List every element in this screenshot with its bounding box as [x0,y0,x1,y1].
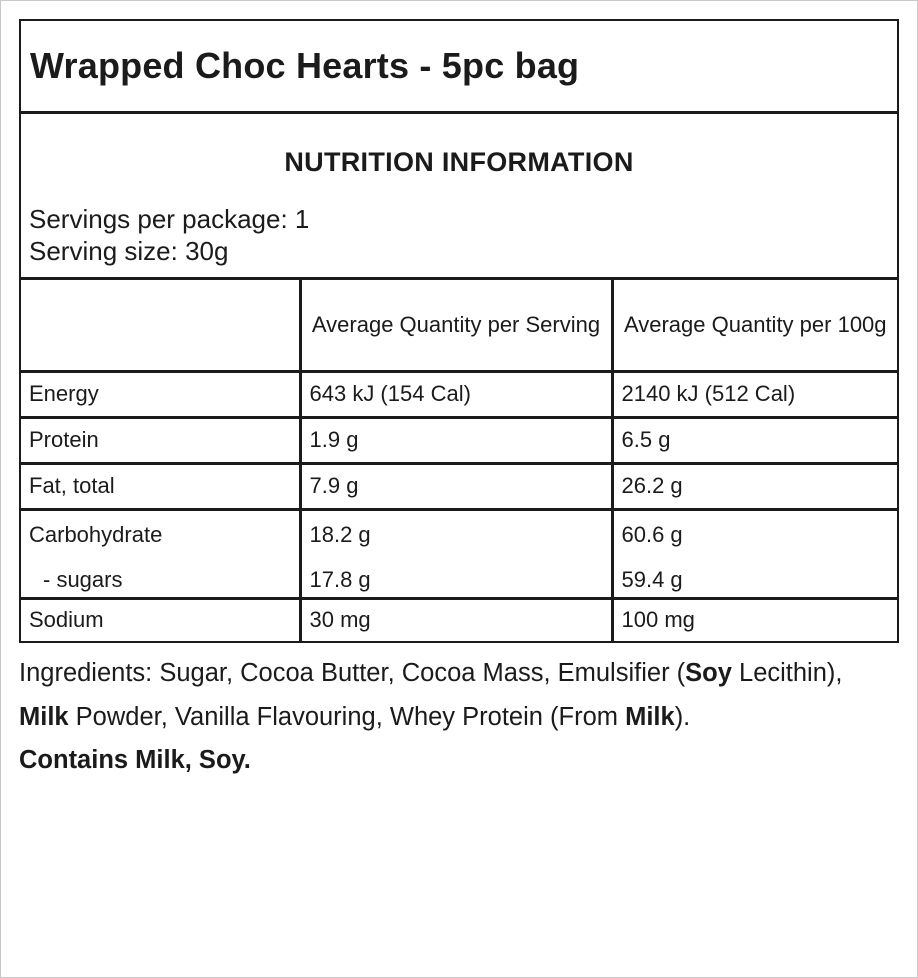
nutrition-heading: NUTRITION INFORMATION [284,147,634,177]
per-100g-value: 2140 kJ (512 Cal) [612,371,897,417]
nutrient-name-cell [21,509,300,598]
per-serving-value: 1.9 g [300,417,612,463]
nutrition-panel [19,19,899,643]
nutrient-name: Energy [21,371,300,417]
nutrition-table [21,280,897,641]
per-100g-cell [612,509,897,598]
title-box [21,21,897,114]
serving-size: Serving size: 30g [29,236,229,266]
per-100g-value: 60.6 g [621,521,683,547]
sub-per-100g-value: 59.4 g [621,566,683,592]
allergen-soy: Soy [685,659,732,687]
per-serving-value: 18.2 g [309,521,371,547]
nutrient-name: Protein [21,417,300,463]
ingredients-text [19,652,899,739]
per-serving-value: 30 mg [300,598,612,641]
nutrient-name: Carbohydrate [29,521,163,547]
per-serving-cell [300,509,612,598]
table-row-energy [21,371,897,417]
per-100g-value: 6.5 g [612,417,897,463]
nutrient-name: Fat, total [21,463,300,509]
nutrient-name: Sodium [21,598,300,641]
ingredients-text-part: ). [674,702,691,731]
sub-per-serving-value: 17.8 g [309,566,371,592]
ingredients-text-part: Lecithin), [731,659,843,687]
column-header-per-serving: Average Quantity per Serving [300,280,612,371]
ingredients-text-part: Powder, Vanilla Flavouring, Whey Protein (From [68,702,626,731]
allergen-milk: Milk [19,702,69,731]
table-row-protein [21,417,897,463]
column-header-nutrient [21,280,300,371]
nutrition-info-box [21,114,897,280]
per-100g-value: 26.2 g [612,463,897,509]
per-serving-value: 643 kJ (154 Cal) [300,371,612,417]
ingredients-text-part: Ingredients: Sugar, Cocoa Butter, Cocoa Mass, Emulsifier ( [19,659,686,687]
per-serving-value: 7.9 g [300,463,612,509]
sub-nutrient-name: - sugars [43,566,123,592]
per-100g-value: 100 mg [621,607,695,633]
product-title: Wrapped Choc Hearts - 5pc bag [30,45,580,86]
column-header-per-100g: Average Quantity per 100g [612,280,897,371]
table-row-sodium [21,598,897,641]
servings-per-package: Servings per package: 1 [29,204,310,234]
table-row-carbohydrate [21,509,897,598]
table-header-row [21,280,897,371]
table-row-fat [21,463,897,509]
allergen-milk: Milk [625,702,675,731]
allergen-statement: Contains Milk, Soy. [19,746,251,774]
